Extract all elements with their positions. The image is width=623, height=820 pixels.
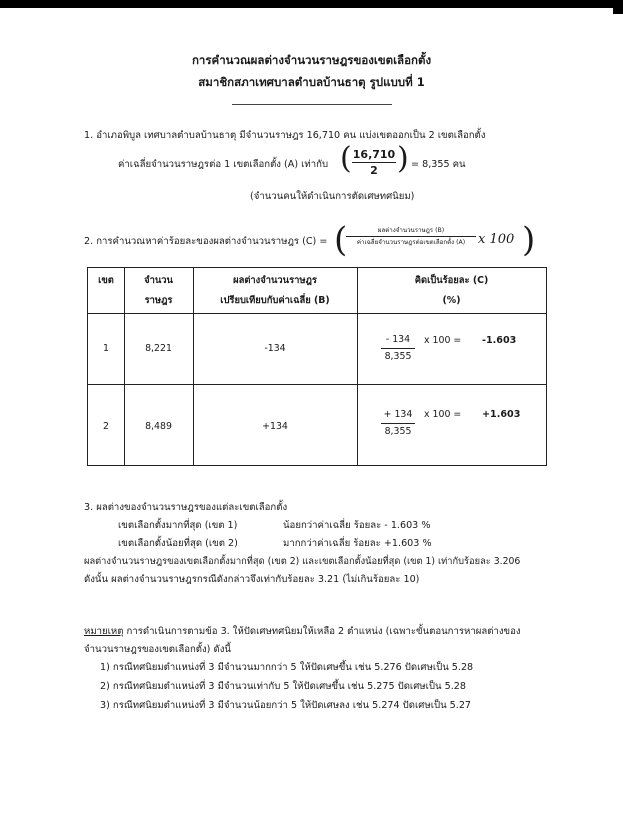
average-result: = 8,355 คน [411,159,466,170]
row2-calc-multiplier: x 100 = [424,409,462,420]
header-percent-line2: (%) [442,295,461,306]
row1-calc-numerator: - 134 [381,332,415,349]
header-percent-line1: คิดเป็นร้อยละ (C) [414,275,489,286]
row1-difference: -134 [264,343,286,354]
title-divider [232,104,392,105]
row2-calc-numerator: + 134 [381,407,415,424]
row1-calc-denominator: 8,355 [384,351,412,362]
row2-calc-result: +1.603 [482,409,521,420]
row1-population: 8,221 [145,343,172,354]
doc-title-line1: การคำนวณผลต่างจำนวนราษฎรของเขตเลือกตั้ง [191,53,432,67]
formula-right-paren: ) [522,220,536,260]
section1-line1: 1. อำเภอพิบูล เทศบาลตำบลบ้านธาตุ มีจำนวนราษฎร 16,710 คน แบ่งเขตออกเป็น 2 เขตเลือกตั้ง [84,130,486,141]
formula-left-paren: ( [334,220,348,260]
remark-line2: จำนวนราษฎรของเขตเลือกตั้ง) ดังนี้ [84,644,231,655]
row2-population: 8,489 [145,421,172,432]
remark-label: หมายเหตุ [84,626,124,637]
header-population-line1: จำนวน [144,275,173,286]
section1-average-label: ค่าเฉลี่ยจำนวนราษฎรต่อ 1 เขตเลือกตั้ง (A) เท่ากับ [118,159,329,170]
formula-denominator: ค่าเฉลี่ยจำนวนราษฎรต่อเขตเลือกตั้ง (A) [356,239,466,246]
left-paren: ( [340,141,352,176]
row2-calc-denominator: 8,355 [384,426,412,437]
row2-zone: 2 [103,421,109,432]
header-difference-line2: เปรียบเทียบกับค่าเฉลี่ย (B) [220,295,330,306]
formula-numerator: ผลต่างจำนวนราษฎร (B) [346,225,476,237]
header-difference-line1: ผลต่างจำนวนราษฎร [233,275,317,286]
formula-times-100: x 100 [478,232,515,247]
list-item: 2) กรณีทศนิยมตำแหน่งที่ 3 มีจำนวนเท่ากับ 5 ให้ปัดเศษขึ้น เช่น 5.275 ปัดเศษเป็น 5.28 [100,681,466,692]
section3-item1-label: เขตเลือกตั้งมากที่สุด (เขต 1) [118,520,238,531]
list-item: 1) กรณีทศนิยมตำแหน่งที่ 3 มีจำนวนมากกว่า 5 ให้ปัดเศษขึ้น เช่น 5.276 ปัดเศษเป็น 5.28 [100,662,474,673]
section3-item2-value: มากกว่าค่าเฉลี่ย ร้อยละ +1.603 % [283,538,432,549]
top-edge [0,0,623,8]
average-fraction-denominator: 2 [370,164,378,177]
remark-text1: การดำเนินการตามข้อ 3. ให้ปัดเศษทศนิยมให้เหลือ 2 ตำแหน่ง (เฉพาะขั้นตอนการหาผลต่างของ [123,626,521,637]
right-paren: ) [397,141,409,176]
section3-summary2: ดังนั้น ผลต่างจำนวนราษฎรกรณีดังกล่าวจึงเท่ากับร้อยละ 3.21 (ไม่เกินร้อยละ 10) [84,574,420,585]
row2-difference: +134 [262,421,288,432]
population-table [87,267,547,466]
corner-mark [613,0,623,14]
row1-zone: 1 [103,343,109,354]
header-population-line2: ราษฎร [144,295,173,306]
section1-note: (จำนวนคนให้ดำเนินการตัดเศษทศนิยม) [250,191,415,202]
average-fraction [352,147,396,178]
row1-calc-multiplier: x 100 = [424,335,462,346]
list-item: 3) กรณีทศนิยมตำแหน่งที่ 3 มีจำนวนน้อยกว่า 5 ให้ปัดเศษลง เช่น 5.274 ปัดเศษเป็น 5.27 [100,700,472,711]
remark-line1 [84,625,521,638]
doc-title-line2: สมาชิกสภาเทศบาลตำบลบ้านธาตุ รูปแบบที่ 1 [198,75,425,89]
average-fraction-numerator: 16,710 [352,148,396,161]
section2-label: 2. การคำนวณหาค่าร้อยละของผลต่างจำนวนราษฎร (C) = [84,236,328,247]
section3-item1-value: น้อยกว่าค่าเฉลี่ย ร้อยละ - 1.603 % [283,520,431,531]
row1-calc-result: -1.603 [482,335,517,346]
section3-summary1: ผลต่างจำนวนราษฎรของเขตเลือกตั้งมากที่สุด (เขต 2) และเขตเลือกตั้งน้อยที่สุด (เขต 1) เท่ากับร้อยละ 3.206 [84,556,521,567]
section3-item2-label: เขตเลือกตั้งน้อยที่สุด (เขต 2) [118,538,238,549]
section3-heading: 3. ผลต่างของจำนวนราษฎรของแต่ละเขตเลือกตั้ง [84,502,288,513]
percent-formula-fraction [346,225,476,248]
row2-calc-fraction [381,407,415,440]
row1-calc-fraction [381,332,415,365]
header-zone: เขต [98,275,114,286]
